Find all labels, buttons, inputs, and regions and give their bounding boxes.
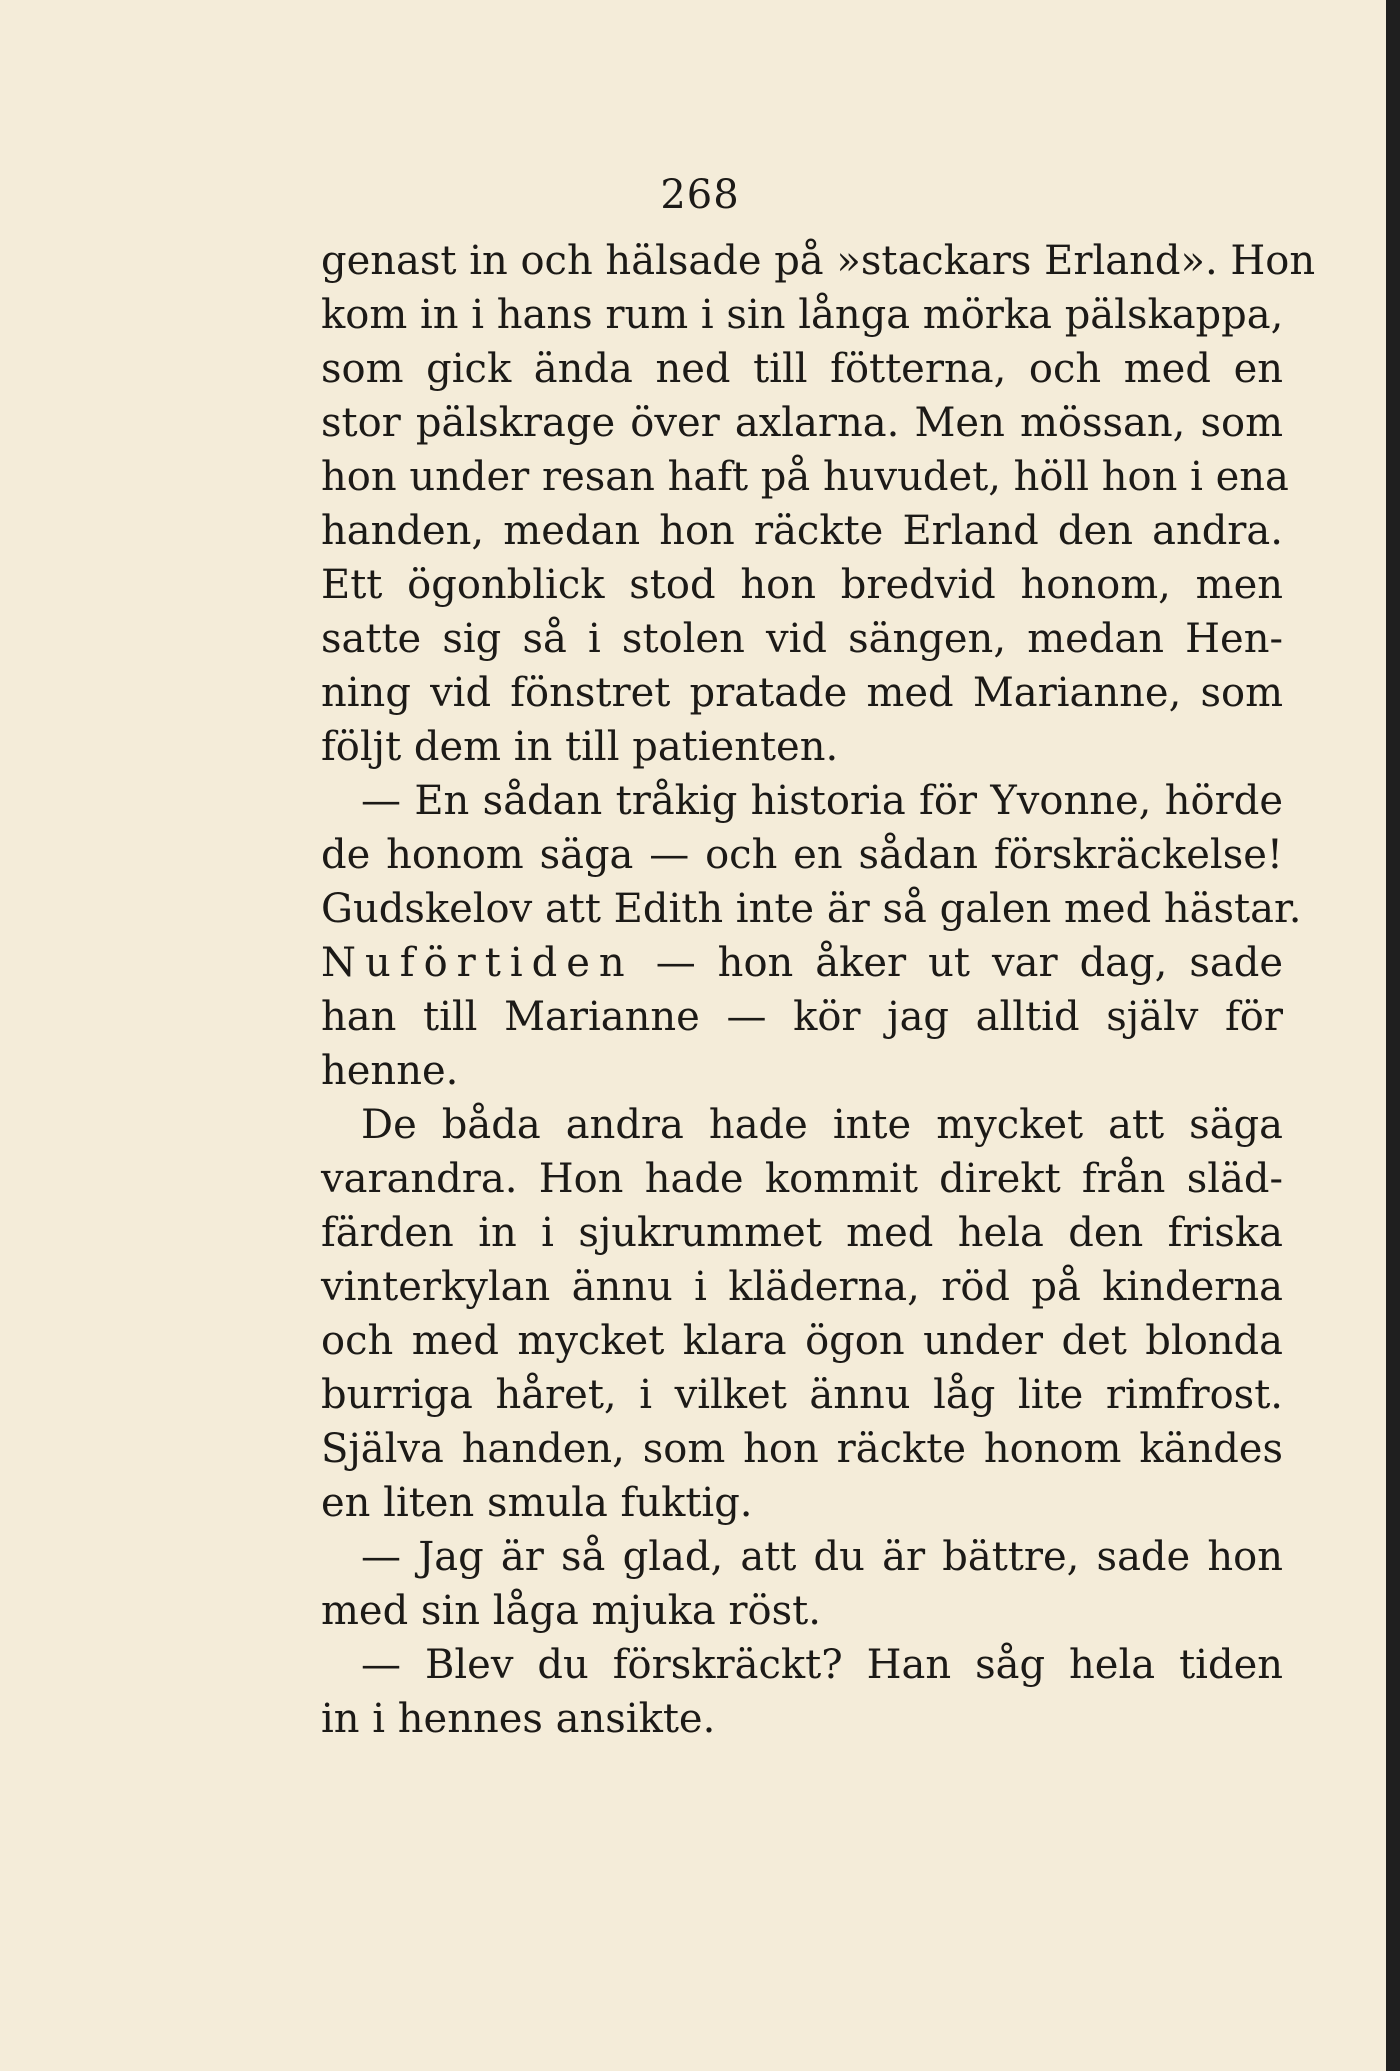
text-line: — Blev du förskräckt? Han såg hela tiden bbox=[361, 1642, 1283, 1688]
text-line: Gudskelov att Edith inte är så galen med hästar. bbox=[321, 886, 1302, 932]
text-line: De båda andra hade inte mycket att säga bbox=[361, 1102, 1283, 1148]
text-line: stor pälskrage över axlarna. Men mössan, som bbox=[321, 400, 1283, 446]
text-line: Ett ögonblick stod hon bredvid honom, men bbox=[321, 562, 1283, 608]
text-line: hon under resan haft på huvudet, höll hon i ena bbox=[321, 454, 1289, 500]
text-line: henne. bbox=[321, 1048, 459, 1094]
text-line: de honom säga — och en sådan förskräckelse! bbox=[321, 832, 1283, 878]
text-line: en liten smula fuktig. bbox=[321, 1480, 753, 1526]
text-line: Själva handen, som hon räckte honom kändes bbox=[321, 1426, 1283, 1472]
text-body bbox=[321, 234, 1316, 1746]
text-line: han till Marianne — kör jag alltid själv för bbox=[321, 994, 1283, 1040]
text-line: satte sig så i stolen vid sängen, medan Hen- bbox=[321, 616, 1283, 662]
text-line: vinterkylan ännu i kläderna, röd på kinderna bbox=[321, 1264, 1283, 1310]
text-line: följt dem in till patienten. bbox=[321, 724, 839, 770]
text-line: kom in i hans rum i sin långa mörka pälskappa, bbox=[321, 292, 1284, 338]
text-line: ning vid fönstret pratade med Marianne, som bbox=[321, 670, 1283, 716]
text-line: färden in i sjukrummet med hela den friska bbox=[321, 1210, 1283, 1256]
text-line-remainder: — hon åker ut var dag, sade bbox=[655, 940, 1283, 986]
page-number: 268 bbox=[660, 172, 740, 218]
spaced-word: Nuförtiden bbox=[321, 940, 634, 986]
text-line: — Jag är så glad, att du är bättre, sade hon bbox=[361, 1534, 1283, 1580]
text-line: genast in och hälsade på »stackars Erland». Hon bbox=[321, 238, 1316, 284]
text-line: in i hennes ansikte. bbox=[321, 1696, 716, 1742]
text-line: burriga håret, i vilket ännu låg lite rimfrost. bbox=[321, 1372, 1283, 1418]
text-line: — En sådan tråkig historia för Yvonne, hörde bbox=[361, 778, 1283, 824]
text-line: med sin låga mjuka röst. bbox=[321, 1588, 821, 1634]
text-line: varandra. Hon hade kommit direkt från släd- bbox=[321, 1156, 1283, 1202]
text-line: handen, medan hon räckte Erland den andra. bbox=[321, 508, 1283, 554]
text-line: som gick ända ned till fötterna, och med en bbox=[321, 346, 1283, 392]
page-edge bbox=[1386, 0, 1400, 2071]
text-line-spaced bbox=[321, 936, 1283, 990]
text-line: och med mycket klara ögon under det blonda bbox=[321, 1318, 1283, 1364]
